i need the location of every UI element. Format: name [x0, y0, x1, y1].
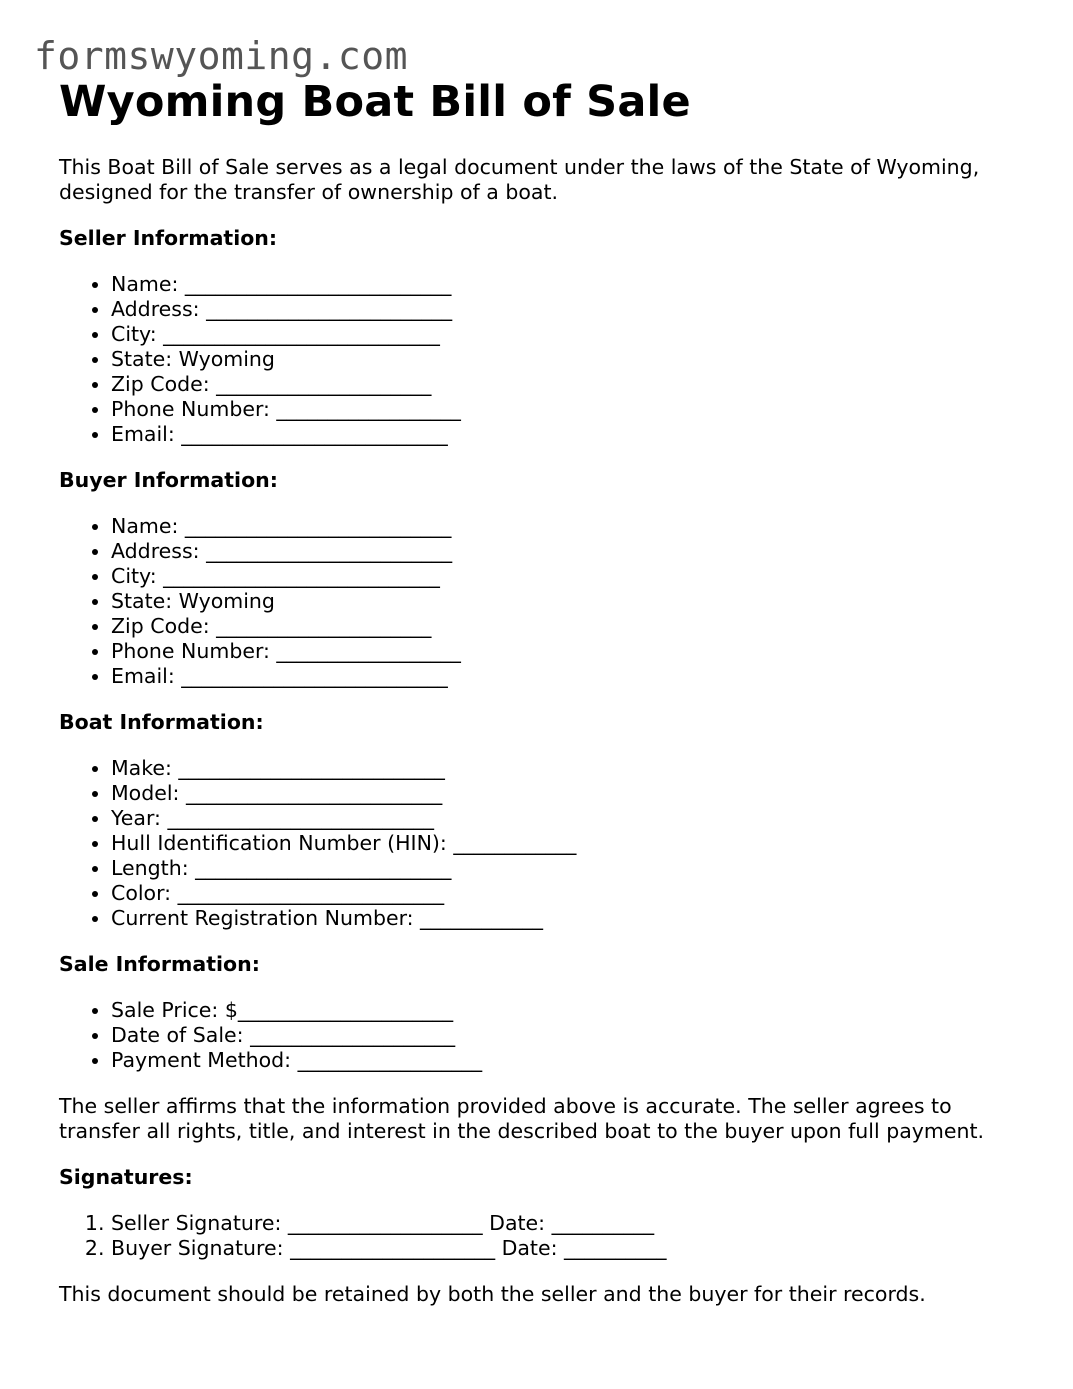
boat-make-field: • Make: __________________________ [111, 756, 1019, 781]
sale-fields [59, 998, 1019, 1073]
seller-zip-field: • Zip Code: _____________________ [111, 372, 1019, 397]
buyer-signature-line: 2. Buyer Signature: ____________________ Date: __________ [111, 1236, 1019, 1261]
boat-fields [59, 756, 1019, 931]
buyer-email-field: • Email: __________________________ [111, 664, 1019, 689]
buyer-state-field: • State: Wyoming [111, 589, 1019, 614]
seller-city-field: • City: ___________________________ [111, 322, 1019, 347]
boat-heading: Boat Information: [59, 710, 264, 734]
buyer-heading: Buyer Information: [59, 468, 278, 492]
boat-color-field: • Color: __________________________ [111, 881, 1019, 906]
affirmation-paragraph: The seller affirms that the information provided above is accurate. The seller agrees to transfer all rights, title, and interest in the described boat to the buyer upon full payment. [59, 1094, 985, 1143]
boat-length-field: • Length: _________________________ [111, 856, 1019, 881]
closing-paragraph: This document should be retained by both the seller and the buyer for their records. [59, 1282, 926, 1306]
intro-paragraph: This Boat Bill of Sale serves as a legal document under the laws of the State of Wyoming, designed for the transfer of ownership of a boat. [59, 155, 980, 204]
buyer-name-field: • Name: __________________________ [111, 514, 1019, 539]
sale-date-field: • Date of Sale: ____________________ [111, 1023, 1019, 1048]
document-title: Wyoming Boat Bill of Sale [59, 77, 691, 127]
seller-signature-line: 1. Seller Signature: ___________________ Date: __________ [111, 1211, 1019, 1236]
document-body [59, 76, 1019, 1307]
seller-heading: Seller Information: [59, 226, 278, 250]
seller-name-field: • Name: __________________________ [111, 272, 1019, 297]
payment-method-field: • Payment Method: __________________ [111, 1048, 1019, 1073]
sale-price-field: • Sale Price: $_____________________ [111, 998, 1019, 1023]
buyer-address-field: • Address: ________________________ [111, 539, 1019, 564]
seller-address-field: • Address: ________________________ [111, 297, 1019, 322]
seller-fields [59, 272, 1019, 447]
buyer-zip-field: • Zip Code: _____________________ [111, 614, 1019, 639]
buyer-fields [59, 514, 1019, 689]
boat-model-field: • Model: _________________________ [111, 781, 1019, 806]
signature-lines [59, 1211, 1019, 1261]
site-watermark: formswyoming.com [34, 34, 409, 78]
buyer-phone-field: • Phone Number: __________________ [111, 639, 1019, 664]
seller-phone-field: • Phone Number: __________________ [111, 397, 1019, 422]
buyer-city-field: • City: ___________________________ [111, 564, 1019, 589]
sale-heading: Sale Information: [59, 952, 260, 976]
boat-hin-field: • Hull Identification Number (HIN): ____________ [111, 831, 1019, 856]
seller-state-field: • State: Wyoming [111, 347, 1019, 372]
signatures-heading: Signatures: [59, 1165, 193, 1189]
boat-registration-field: • Current Registration Number: ____________ [111, 906, 1019, 931]
boat-year-field: • Year: __________________________ [111, 806, 1019, 831]
seller-email-field: • Email: __________________________ [111, 422, 1019, 447]
